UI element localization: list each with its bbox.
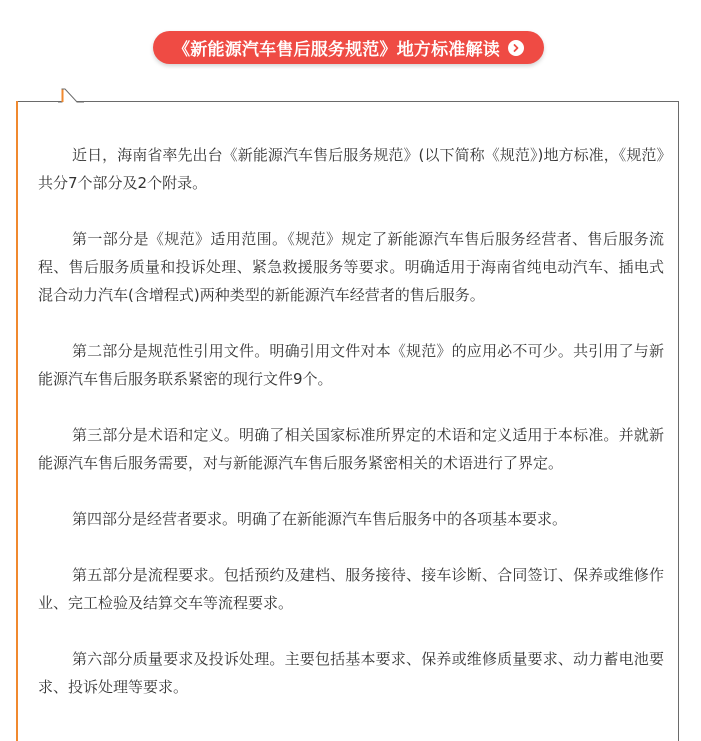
paragraph-part-one: 第一部分是《规范》适用范围。《规范》规定了新能源汽车售后服务经营者、售后服务流程、售后服务质量和投诉处理、紧急救援服务等要求。明确适用于海南省纯电动汽车、插电式混合动力汽车(含增程式)两种类型的新能源汽车经营者的售后服务。 [38,230,664,304]
paragraph-part-five: 第五部分是流程要求。包括预约及建档、服务接待、接车诊断、合同签订、保养或维修作业、完工检验及结算交车等流程要求。 [38,566,664,612]
frame-notch-decoration [58,88,84,103]
article-body [38,141,664,729]
paragraph-intro: 近日，海南省率先出台《新能源汽车售后服务规范》(以下简称《规范》)地方标准，《规范》共分7个部分及2个附录。 [38,146,664,192]
article-title: 《新能源汽车售后服务规范》地方标准解读 [173,40,500,60]
chevron-right-circle-icon [508,40,524,56]
paragraph-part-six: 第六部分质量要求及投诉处理。主要包括基本要求、保养或维修质量要求、动力蓄电池要求、投诉处理等要求。 [38,650,664,696]
paragraph-part-two: 第二部分是规范性引用文件。明确引用文件对本《规范》的应用必不可少。共引用了与新能源汽车售后服务联系紧密的现行文件9个。 [38,342,664,388]
paragraph-part-three: 第三部分是术语和定义。明确了相关国家标准所界定的术语和定义适用于本标准。并就新能源汽车售后服务需要，对与新能源汽车售后服务紧密相关的术语进行了界定。 [38,426,664,472]
paragraph-part-four: 第四部分是经营者要求。明确了在新能源汽车售后服务中的各项基本要求。 [72,510,568,528]
article-title-banner [153,31,544,64]
